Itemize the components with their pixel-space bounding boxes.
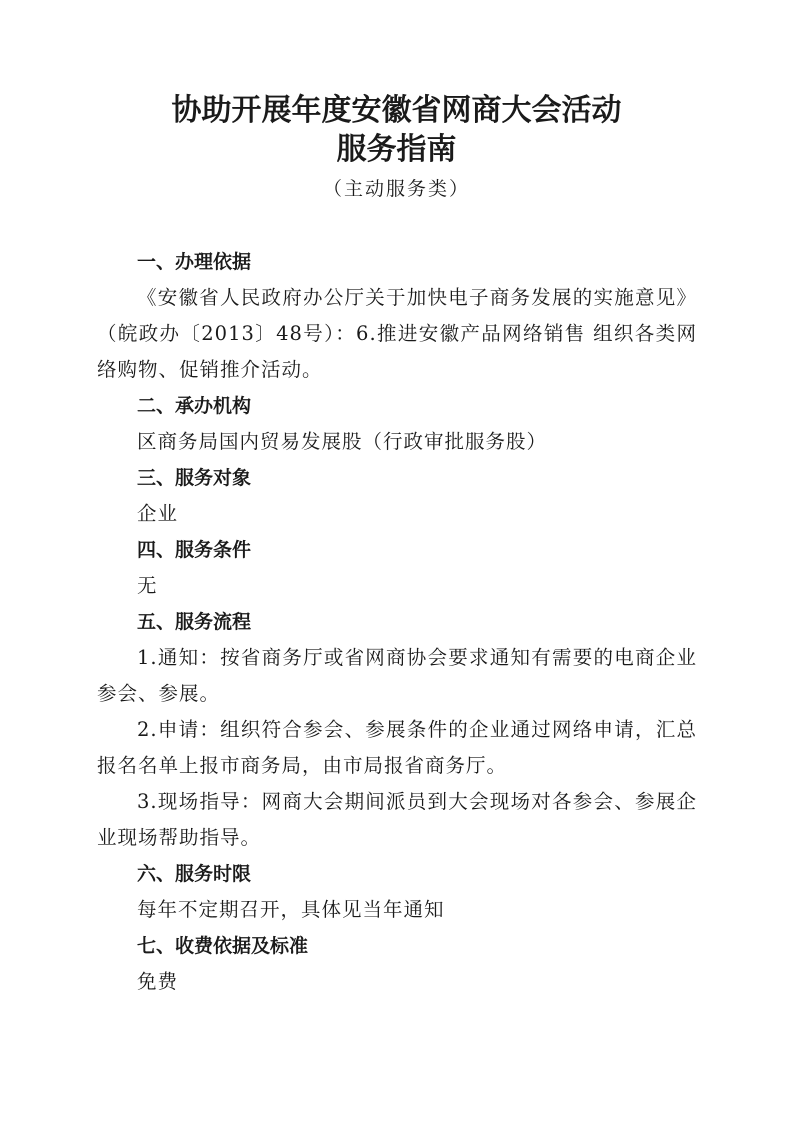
section-heading-time-limit: 六、服务时限 — [137, 863, 252, 885]
section-process-step-1: 1.通知：按省商务厅或省网商协会要求通知有需要的电商企业参会、参展。 — [97, 646, 697, 705]
section-basis-text: 《安徽省人民政府办公厅关于加快电子商务发展的实施意见》（皖政办〔2013〕48号）：6.推进安徽产品网络销售 组织各类网络购物、促销推介活动。 — [97, 286, 697, 381]
section-heading-basis: 一、办理依据 — [137, 251, 252, 273]
document-subtitle: （主动服务类） — [322, 178, 470, 200]
section-process-step-3: 3.现场指导：网商大会期间派员到大会现场对各参会、参展企业现场帮助指导。 — [97, 790, 697, 849]
section-target-text: 企业 — [137, 502, 179, 525]
section-time-limit-text: 每年不定期召开，具体见当年通知 — [137, 898, 445, 921]
section-heading-conditions: 四、服务条件 — [137, 539, 252, 561]
section-conditions-text: 无 — [137, 574, 158, 597]
section-heading-target: 三、服务对象 — [137, 467, 252, 489]
section-fees-text: 免费 — [137, 970, 179, 993]
section-process-step-2: 2.申请：组织符合参会、参展条件的企业通过网络申请，汇总报名名单上报市商务局，由市局报省商务厅。 — [97, 718, 697, 777]
section-heading-agency: 二、承办机构 — [137, 395, 252, 417]
document-title-line-1: 协助开展年度安徽省网商大会活动 — [171, 93, 622, 128]
section-agency-text: 区商务局国内贸易发展股（行政审批服务股） — [137, 430, 548, 453]
section-heading-fees: 七、收费依据及标准 — [137, 935, 309, 957]
section-heading-process: 五、服务流程 — [137, 611, 252, 633]
document-title-line-2: 服务指南 — [336, 132, 457, 167]
document-body — [97, 244, 697, 1000]
